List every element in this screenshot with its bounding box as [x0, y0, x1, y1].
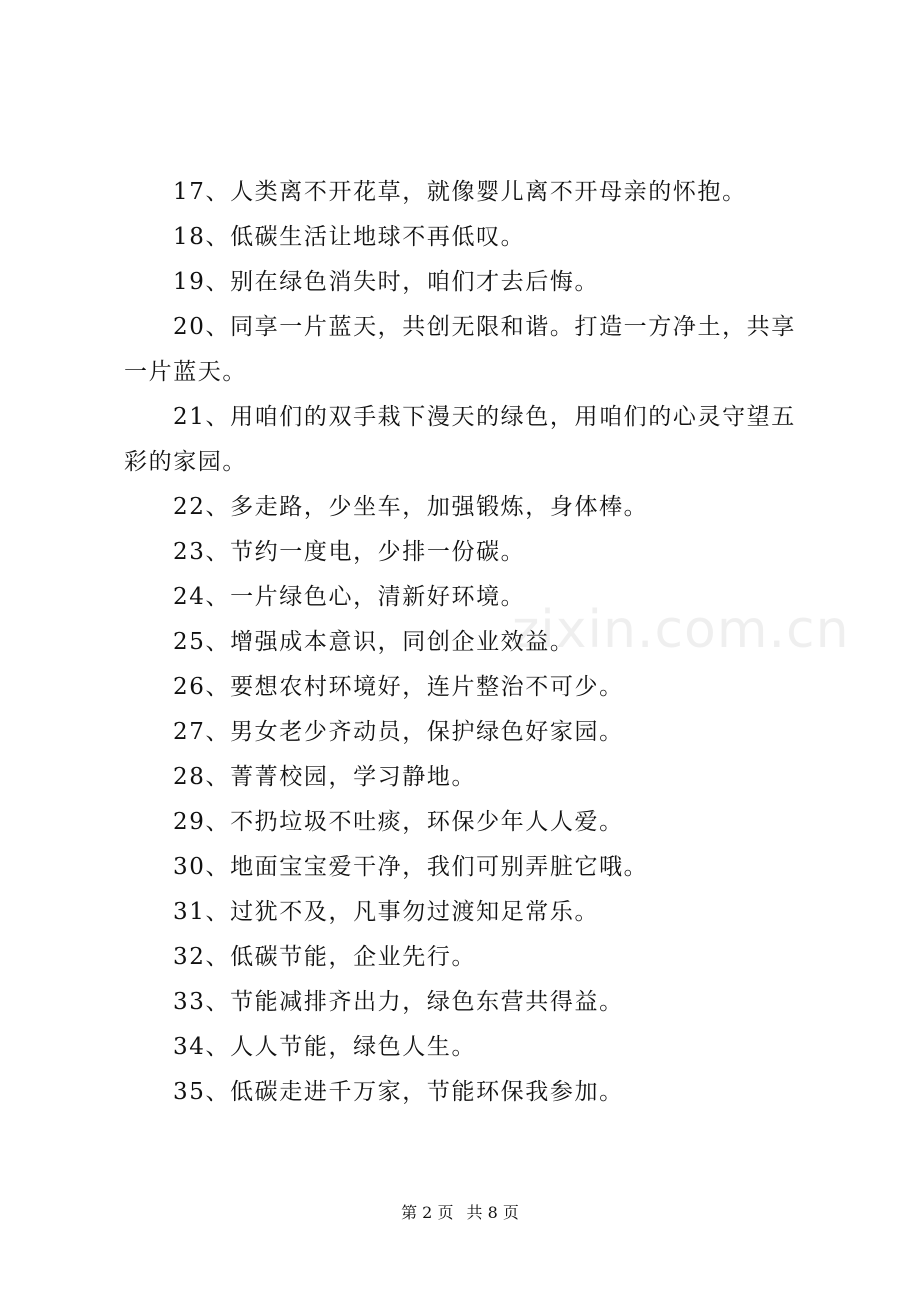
slogan-item: 34、人人节能，绿色人生。	[173, 1034, 477, 1060]
page-number: 第 2 页	[401, 1203, 454, 1222]
slogan-item: 23、节约一度电，少排一份碳。	[173, 539, 526, 565]
slogan-item: 32、低碳节能，企业先行。	[173, 944, 477, 970]
slogan-item: 29、不扔垃圾不吐痰，环保少年人人爱。	[173, 809, 624, 835]
page-total: 共 8 页	[466, 1203, 519, 1222]
slogan-item: 28、菁菁校园，学习静地。	[173, 764, 477, 790]
slogan-item: 25、增强成本意识，同创企业效益。	[173, 629, 575, 655]
slogan-item: 21、用咱们的双手栽下漫天的绿色，用咱们的心灵守望五彩的家园。	[124, 404, 796, 475]
slogan-item: 17、人类离不开花草，就像婴儿离不开母亲的怀抱。	[173, 179, 747, 205]
slogan-item: 19、别在绿色消失时，咱们才去后悔。	[173, 269, 600, 295]
slogan-item: 31、过犹不及，凡事勿过渡知足常乐。	[173, 899, 600, 925]
slogan-item: 26、要想农村环境好，连片整治不可少。	[173, 674, 624, 700]
slogan-item: 22、多走路，少坐车，加强锻炼，身体棒。	[173, 494, 649, 520]
slogan-item: 30、地面宝宝爱干净，我们可别弄脏它哦。	[173, 854, 649, 880]
slogan-item: 18、低碳生活让地球不再低叹。	[173, 224, 526, 250]
slogan-item: 24、一片绿色心，清新好环境。	[173, 584, 526, 610]
page-footer	[0, 1200, 920, 1223]
slogan-item: 35、低碳走进千万家，节能环保我参加。	[173, 1079, 624, 1105]
slogan-item: 27、男女老少齐动员，保护绿色好家园。	[173, 719, 624, 745]
slogan-item: 33、节能减排齐出力，绿色东营共得益。	[173, 989, 624, 1015]
slogan-list	[124, 170, 808, 1115]
watermark: zixin.com.cn	[512, 600, 850, 660]
slogan-item: 20、同享一片蓝天，共创无限和谐。打造一方净土，共享一片蓝天。	[124, 314, 796, 385]
